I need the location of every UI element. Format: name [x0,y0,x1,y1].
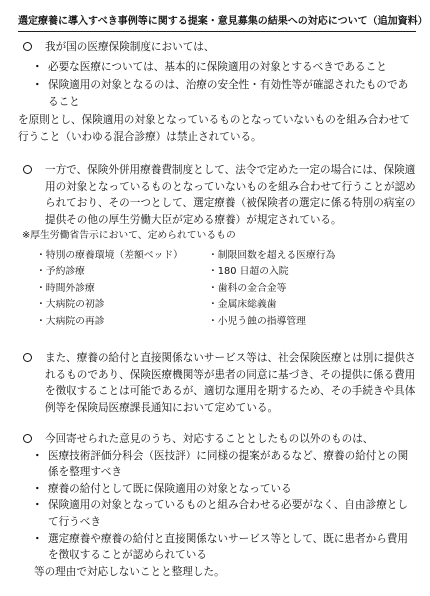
section-4 [18,431,418,580]
section-2 [18,162,418,330]
circle-bullet-icon [23,42,32,51]
section-1-bullet-2: 保険適用の対象となるのは、治療の安全性・有効性等が確認されたものであること [48,79,409,108]
section-2-text: 一方で、保険外併用療養費制度として、法令で定めた一定の場合には、保険適用の対象となっているものとなっていないものを組み合わせて行うことが認められており、その一つとして、選定療養（被保険者の選定に係る特別の病室の提供その他の厚生労働大臣が定める療養）が規定されている。 [45,164,416,226]
section-1 [18,39,418,146]
circle-bullet-icon [23,353,32,362]
treatment-item: ・時間外診療 [36,282,95,294]
treatment-item: ・大病院の初診 [36,299,105,311]
section-3 [18,350,418,416]
treatment-list [36,248,418,330]
treatment-item: ・180 日超の入院 [208,266,289,278]
treatment-item: ・制限回数を超える医療行為 [208,249,336,261]
bullet-icon: ・ [32,532,43,545]
bullet-icon: ・ [32,499,43,512]
treatment-item: ・金属床総義歯 [208,299,277,311]
treatment-item: ・大病院の再診 [36,315,105,327]
document-title: 選定療養に導入すべき事例等に関する提案・意見募集の結果への対応について（追加資料） [18,16,428,27]
treatment-item: ・歯科の金合金等 [208,282,287,294]
title-divider [18,31,416,32]
section-4-bullet-2: 療養の給付として既に保険適用の対象となっている [48,482,292,495]
section-4-lead: 今回寄せられた意見のうち、対応することとしたもの以外のものは、 [45,433,374,445]
section-4-bullet-3: 保険適用の対象となっているものと組み合わせる必要がなく、自由診療として行うべき [48,499,408,528]
circle-bullet-icon [23,165,32,174]
section-2-note: ※厚生労働省告示において、定められているもの [22,230,236,242]
bullet-icon: ・ [32,449,43,462]
section-4-bullet-4: 選定療養や療養の給付と直接関係ないサービス等として、既に患者から費用を徴収することが認められている [48,532,408,562]
treatment-item: ・小児う蝕の指導管理 [208,315,306,327]
bullet-icon: ・ [32,60,43,73]
circle-bullet-icon [23,434,32,443]
treatment-item: ・特別の療養環境（差額ベッド） [36,249,183,261]
section-4-closing: 等の理由で対応しないことと整理した。 [34,565,225,578]
bullet-icon: ・ [32,79,43,92]
section-1-lead: 我が国の医療保険制度においては、 [45,41,215,53]
section-1-closing: を原則とし、保険適用の対象となっているものとなっていないものを組み合わせて行うこと（いわゆる混合診療）は禁止されている。 [18,114,410,143]
section-4-bullet-1: 医療技術評価分科会（医技評）に同様の提案があるなど、療養の給付との関係を整理すべき [48,449,409,479]
bullet-icon: ・ [32,482,43,495]
section-3-text: また、療養の給付と直接関係ないサービス等は、社会保険医療とは別に提供されるものであり、保険医療機関等が患者の同意に基づき、その提供に係る費用を徴収することは可能であるが、適切な運用を期するため、その手続きや具体例等を保険局医療課長通知において定めている。 [45,352,416,414]
treatment-item: ・予約診療 [36,266,85,278]
section-1-bullet-1: 必要な医療については、基本的に保険適用の対象とするべきであること [48,60,387,73]
